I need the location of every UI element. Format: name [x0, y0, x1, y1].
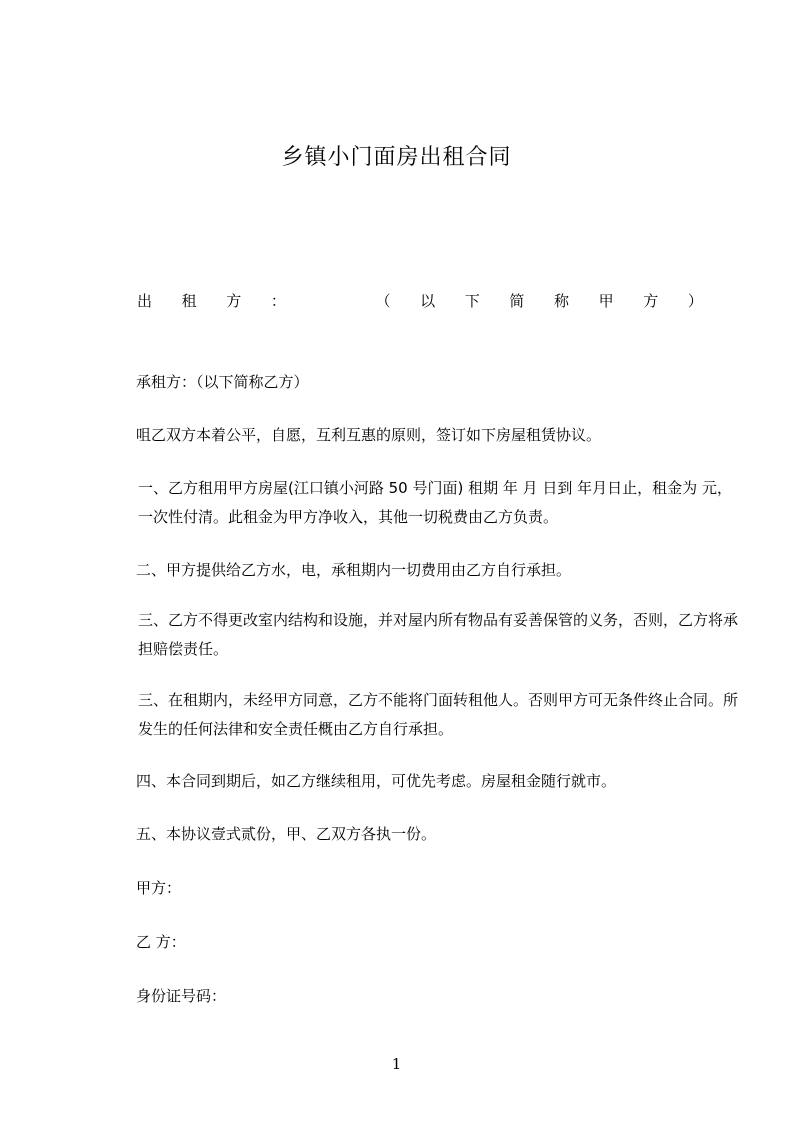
lessor-char: 甲	[598, 292, 614, 310]
clause-5-paragraph: 五、本协议壹式贰份，甲、乙双方各执一份。	[136, 825, 437, 843]
lessor-char: 租	[181, 292, 197, 310]
lessor-char: 出	[137, 292, 153, 310]
party-b-signature-line: 乙 方：	[136, 933, 186, 951]
party-a-signature-line: 甲方：	[136, 879, 182, 897]
lessor-char: 下	[464, 292, 480, 310]
clause-2-paragraph: 二、甲方提供给乙方水，电，承租期内一切费用由乙方自行承担。	[136, 561, 572, 579]
lessor-char: 方	[643, 292, 659, 310]
lessor-char: ）	[687, 292, 703, 310]
lessor-char: （	[375, 292, 391, 310]
clause-4-paragraph: 四、本合同到期后，如乙方继续租用，可优先考虑。房屋租金随行就市。	[136, 772, 617, 790]
page-number: 1	[391, 1055, 402, 1073]
clause-3b-paragraph: 三、在租期内，未经甲方同意，乙方不能将门面转租他人。否则甲方可无条件终止合同。所发生的任何法律和安全责任概由乙方自行承担。	[138, 691, 739, 738]
lessor-char: 以	[420, 292, 436, 310]
clause-3-paragraph: 三、乙方不得更改室内结构和设施，并对屋内所有物品有妥善保管的义务，否则，乙方将承担赔偿责任。	[138, 611, 739, 658]
lessor-char: ：	[270, 292, 286, 310]
lessor-char: 方	[226, 292, 242, 310]
lessee-line: 承租方：（以下简称乙方）	[136, 373, 309, 391]
lessor-char: 简	[509, 292, 525, 310]
id-number-line: 身份证号码：	[136, 987, 227, 1005]
lessor-line	[137, 290, 703, 311]
clause-1-paragraph: 一、乙方租用甲方房屋(江口镇小河路 50 号门面) 租期 年 月 日到 年月日止，租金为 元，一次性付清。此租金为甲方净收入，其他一切税费由乙方负责。	[138, 479, 732, 526]
preamble-paragraph: 咀乙双方本着公平，自愿，互利互惠的原则，签订如下房屋租赁协议。	[136, 426, 602, 444]
lessor-char: 称	[554, 292, 570, 310]
document-title: 乡镇小门面房出租合同	[281, 145, 512, 170]
